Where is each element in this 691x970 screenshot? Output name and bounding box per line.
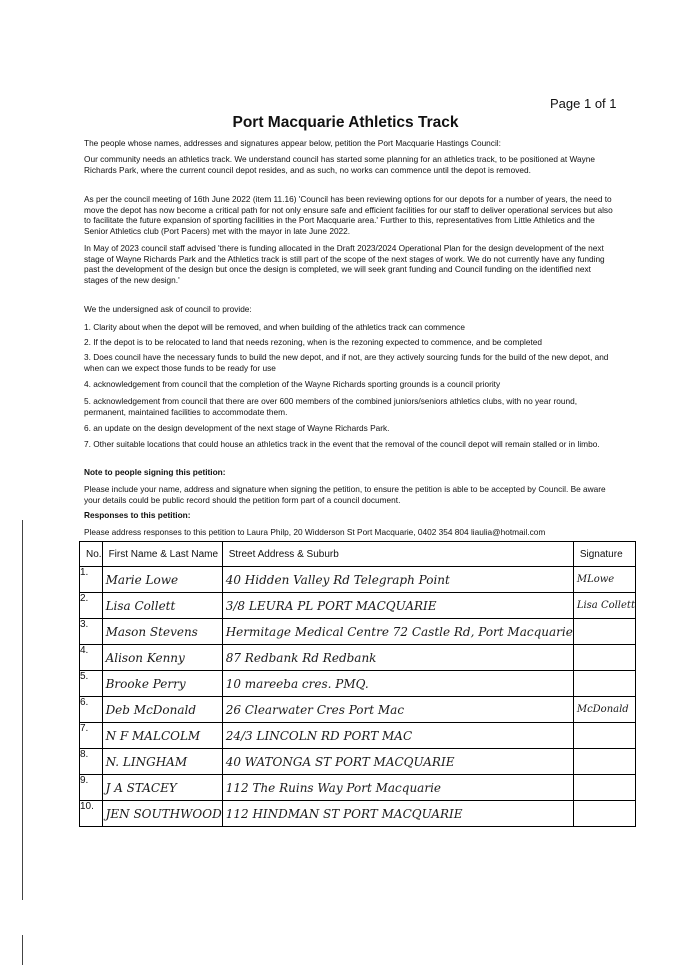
handwritten-address: 112 The Ruins Way Port Macquarie — [225, 780, 442, 795]
handwritten-name: N F MALCOLM — [105, 728, 201, 743]
handwritten-name-cell — [102, 775, 222, 801]
handwritten-address-cell — [222, 567, 573, 593]
handwritten-name: Alison Kenny — [105, 650, 185, 665]
handwritten-name-cell — [102, 671, 222, 697]
row-number: 6. — [80, 697, 103, 723]
handwritten-name-cell — [102, 593, 222, 619]
column-header-signature: Signature — [573, 542, 635, 567]
handwritten-address: 26 Clearwater Cres Port Mac — [225, 702, 405, 717]
ask-item: 4. acknowledgement from council that the completion of the Wayne Richards sporting grounds is a council priority — [84, 379, 501, 389]
handwritten-address: 24/3 LINCOLN RD PORT MAC — [225, 728, 413, 743]
handwritten-signature-cell — [573, 697, 635, 723]
signature-table — [79, 541, 636, 827]
handwritten-name: JEN SOUTHWOOD — [105, 806, 222, 821]
handwritten-signature: McDonald — [576, 703, 629, 715]
scan-edge-line — [22, 935, 23, 965]
ask-item: 3. Does council have the necessary funds to build the new depot, and if not, are they actively sourcing funds for the build of the new depot, and when can we expect those funds to be ready for use — [84, 352, 609, 373]
handwritten-address: Hermitage Medical Centre 72 Castle Rd, Port Macquarie — [225, 624, 573, 639]
table-row — [80, 671, 636, 697]
signature-table-body — [80, 567, 636, 827]
handwritten-address-cell — [222, 697, 573, 723]
handwritten-address-cell — [222, 775, 573, 801]
handwritten-address-cell — [222, 801, 573, 827]
handwritten-address-cell — [222, 619, 573, 645]
handwritten-address-cell — [222, 645, 573, 671]
table-row — [80, 697, 636, 723]
handwritten-address-cell — [222, 723, 573, 749]
handwritten-name: Deb McDonald — [105, 702, 197, 717]
paragraph-community-need: Our community needs an athletics track. We understand council has started some planning for an athletics track, to be positioned at Wayne Richards Park, where the current council depot resides, and as such, no works can commence until the depot is removed. — [84, 154, 595, 175]
handwritten-address: 112 HINDMAN ST PORT MACQUARIE — [225, 806, 463, 821]
handwritten-name-cell — [102, 723, 222, 749]
ask-item: 6. an update on the design development of the next stage of Wayne Richards Park. — [84, 423, 390, 433]
handwritten-address: 40 Hidden Valley Rd Telegraph Point — [225, 572, 450, 587]
column-header-no: No. — [80, 542, 103, 567]
handwritten-address: 10 mareeba cres. PMQ. — [225, 676, 369, 691]
handwritten-name: Mason Stevens — [105, 624, 198, 639]
handwritten-name-cell — [102, 567, 222, 593]
responses-text: Please address responses to this petition to Laura Philp, 20 Widderson St Port Macquarie, 0402 354 804 liaulia@hotmail.com — [84, 527, 546, 537]
handwritten-address-cell — [222, 671, 573, 697]
handwritten-name-cell — [102, 749, 222, 775]
handwritten-signature-cell — [573, 619, 635, 645]
row-number: 5. — [80, 671, 103, 697]
handwritten-address: 87 Redbank Rd Redbank — [225, 650, 377, 665]
ask-item: 7. Other suitable locations that could house an athletics track in the event that the removal of the council depot will remain stalled or in limbo. — [84, 439, 600, 449]
handwritten-signature-cell — [573, 801, 635, 827]
page-number: Page 1 of 1 — [550, 96, 617, 111]
row-number: 9. — [80, 775, 103, 801]
note-heading: Note to people signing this petition: — [84, 467, 226, 477]
row-number: 4. — [80, 645, 103, 671]
handwritten-name-cell — [102, 645, 222, 671]
table-row — [80, 801, 636, 827]
row-number: 3. — [80, 619, 103, 645]
handwritten-signature-cell — [573, 645, 635, 671]
ask-item: 5. acknowledgement from council that there are over 600 members of the combined juniors/seniors athletics clubs, with no year round, permanent, maintained facilities to accommodate them. — [84, 396, 577, 417]
ask-item: 2. If the depot is to be relocated to land that needs rezoning, when is the rezoning expected to commence, and be completed — [84, 337, 543, 347]
ask-item: 1. Clarity about when the depot will be removed, and when building of the athletics track can commence — [84, 322, 465, 332]
table-row — [80, 723, 636, 749]
ask-intro: We the undersigned ask of council to provide: — [84, 304, 252, 314]
handwritten-address: 3/8 LEURA PL PORT MACQUARIE — [225, 598, 437, 613]
handwritten-signature-cell — [573, 593, 635, 619]
scan-edge-line — [22, 520, 23, 900]
handwritten-name-cell — [102, 697, 222, 723]
column-header-address: Street Address & Suburb — [222, 542, 573, 567]
responses-heading: Responses to this petition: — [84, 510, 191, 520]
paragraph-funding: In May of 2023 council staff advised 'there is funding allocated in the Draft 2023/2024 Operational Plan for the design development of the next stage of Wayne Richards Park and the Athletics track is still part of the scope of the next stages of work. We do not currently have any funding past the development of the design but once the design is completed, we will seek grant funding and Council funding on the identified next stages of the new design.' — [84, 243, 605, 285]
handwritten-address-cell — [222, 749, 573, 775]
note-text: Please include your name, address and signature when signing the petition, to ensure the petition is able to be accepted by Council. Be aware your details could be public record should the petition form part of a council document. — [84, 484, 606, 505]
page-title: Port Macquarie Athletics Track — [232, 114, 459, 131]
handwritten-name: Lisa Collett — [105, 598, 176, 613]
handwritten-address: 40 WATONGA ST PORT MACQUARIE — [225, 754, 455, 769]
handwritten-name: Marie Lowe — [105, 572, 179, 587]
handwritten-name-cell — [102, 801, 222, 827]
table-row — [80, 775, 636, 801]
intro-paragraph: The people whose names, addresses and signatures appear below, petition the Port Macquarie Hastings Council: — [84, 138, 501, 148]
handwritten-signature-cell — [573, 749, 635, 775]
table-row — [80, 619, 636, 645]
handwritten-signature-cell — [573, 671, 635, 697]
handwritten-signature: Lisa Collett — [576, 599, 635, 611]
handwritten-name-cell — [102, 619, 222, 645]
handwritten-name: J A STACEY — [105, 780, 177, 795]
handwritten-name: N. LINGHAM — [105, 754, 188, 769]
paragraph-council-meeting: As per the council meeting of 16th June 2022 (item 11.16) 'Council has been reviewing options for our depots for a number of years, the need to move the depot has now become a critical path for not only ensure safe and efficient facilities for our staff to deliver operational services but also to facilitate the future expansion of sporting facilities in the Port Macquarie area.' Further to this, representatives from Little Athletics and the Senior Athletics club (Port Pacers) met with the mayor in late June 2022. — [84, 194, 613, 236]
handwritten-signature-cell — [573, 775, 635, 801]
handwritten-address-cell — [222, 593, 573, 619]
table-row — [80, 593, 636, 619]
handwritten-signature-cell — [573, 723, 635, 749]
table-row — [80, 749, 636, 775]
table-row — [80, 567, 636, 593]
row-number: 8. — [80, 749, 103, 775]
row-number: 1. — [80, 567, 103, 593]
handwritten-signature: MLowe — [576, 573, 615, 585]
column-header-name: First Name & Last Name — [102, 542, 222, 567]
table-row — [80, 645, 636, 671]
handwritten-signature-cell — [573, 567, 635, 593]
row-number: 7. — [80, 723, 103, 749]
row-number: 10. — [80, 801, 103, 827]
table-header-row — [80, 542, 636, 567]
row-number: 2. — [80, 593, 103, 619]
handwritten-name: Brooke Perry — [105, 676, 186, 691]
